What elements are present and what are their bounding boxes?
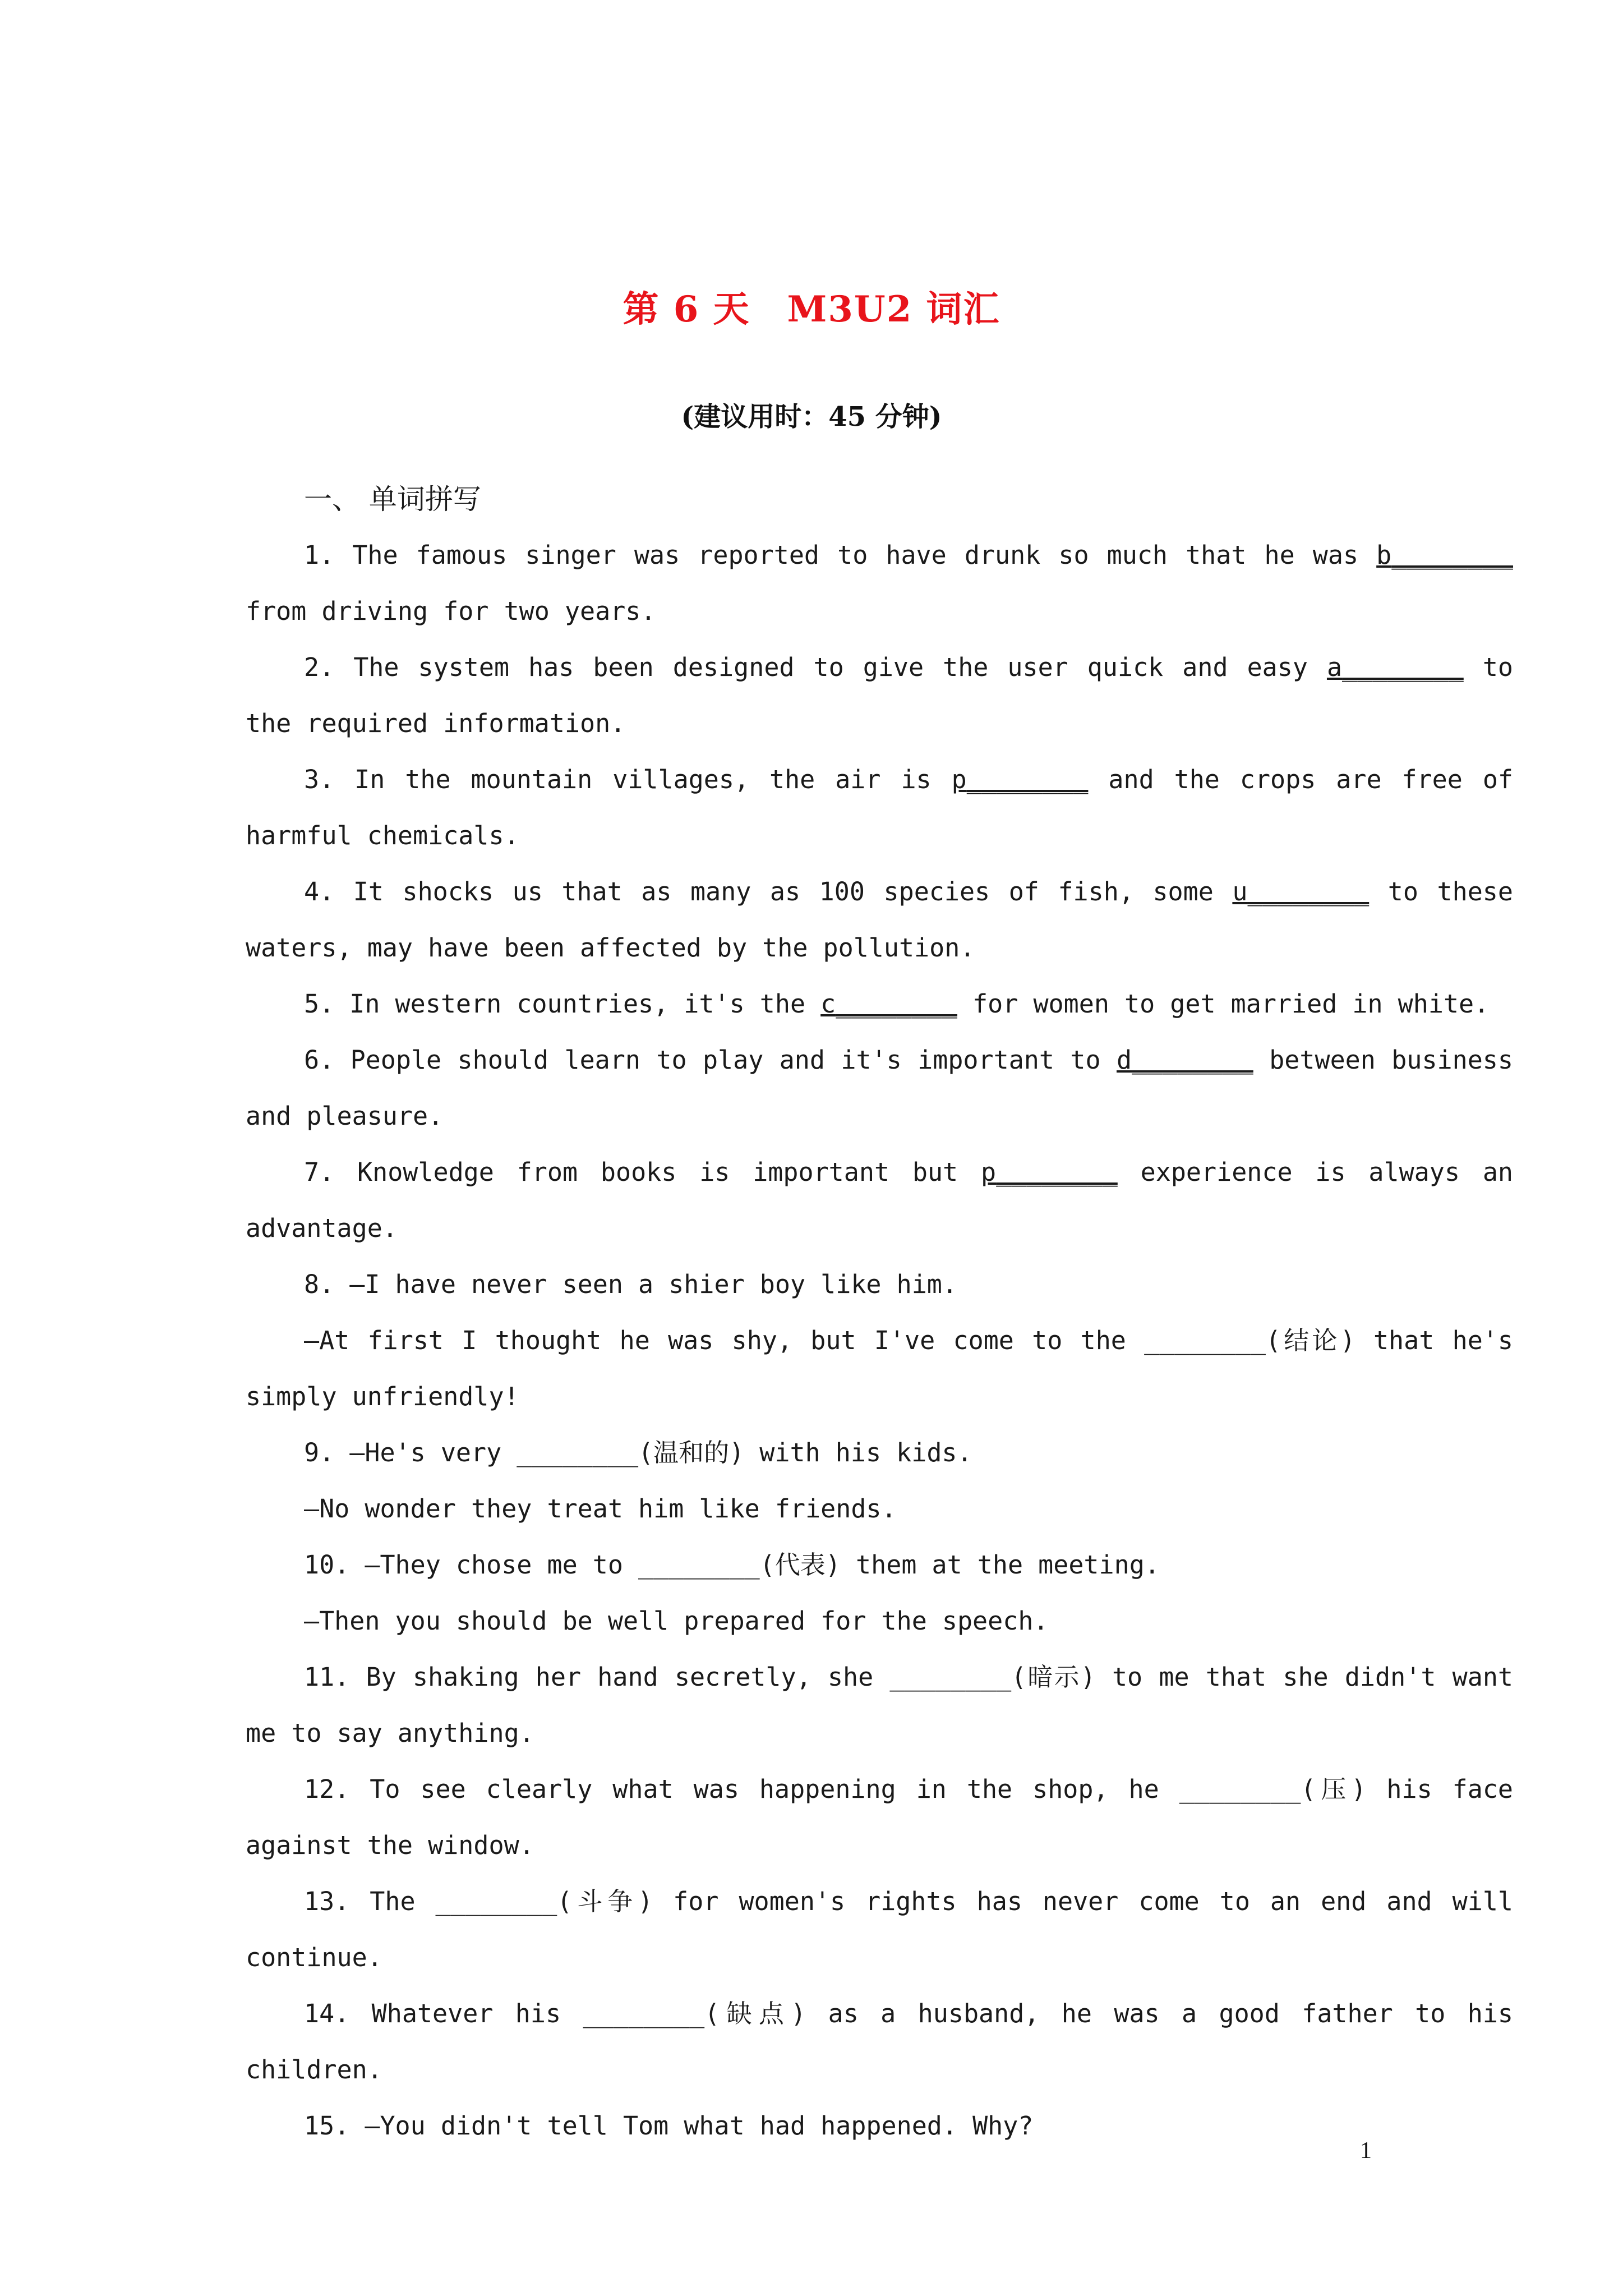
dialog-line: —I have never seen a shier boy like him. (349, 1269, 957, 1299)
question-13 (246, 1874, 1513, 1986)
question-11 (246, 1649, 1513, 1761)
question-4 (246, 864, 1513, 976)
dialog-reply: —No wonder they treat him like friends. (304, 1494, 897, 1524)
question-number: 3. (304, 765, 335, 794)
question-text: The ________(斗争) for women's rights has never come to an end and will continue. (246, 1887, 1513, 1972)
question-text: and the crops are free of harmful chemicals. (246, 765, 1513, 850)
question-number: 11. (304, 1662, 350, 1692)
answer-blank[interactable]: p________ (951, 765, 1089, 794)
dialog-reply: —Then you should be well prepared for the speech. (304, 1606, 1049, 1636)
question-number: 15. (304, 2111, 350, 2141)
question-text: Knowledge from books is important but (357, 1157, 981, 1187)
question-number: 4. (304, 877, 335, 907)
question-7 (246, 1144, 1513, 1257)
question-number: 10. (304, 1550, 350, 1580)
question-text: It shocks us that as many as 100 species of fish, some (353, 877, 1233, 907)
question-number: 9. (304, 1438, 335, 1467)
question-text: —You didn't tell Tom what had happened. Why? (365, 2111, 1034, 2141)
question-12 (246, 1761, 1513, 1874)
dialog-line: —He's very ________(温和的) with his kids. (349, 1438, 972, 1467)
section-heading: 一、 单词拼写 (304, 483, 481, 516)
question-text: In western countries, it's the (349, 989, 821, 1019)
question-14 (246, 1986, 1513, 2098)
question-text: The famous singer was reported to have drunk so much that he was (352, 540, 1377, 570)
question-number: 1. (304, 540, 335, 570)
question-number: 6. (304, 1045, 335, 1075)
answer-blank[interactable]: d________ (1116, 1045, 1253, 1075)
question-5 (246, 976, 1513, 1032)
answer-blank[interactable]: c________ (820, 989, 957, 1019)
question-text: experience is always an advantage. (246, 1157, 1514, 1243)
question-9 (246, 1425, 1513, 1481)
suggested-time: (建议用时：45 分钟) (681, 401, 942, 432)
question-15 (246, 2098, 1513, 2154)
dialog-reply: —At first I thought he was shy, but I've come to the ________(结论) that he's simply unfriendly! (246, 1326, 1513, 1411)
question-3 (246, 752, 1513, 864)
question-text: to these waters, may have been affected by the pollution. (246, 877, 1513, 963)
page-title: 第 6 天 M3U2 词汇 (623, 288, 1000, 330)
question-number: 5. (304, 989, 335, 1019)
question-number: 14. (304, 1999, 350, 2028)
question-10 (246, 1537, 1513, 1593)
question-text: to the required information. (246, 652, 1513, 738)
dialog-line: —They chose me to ________(代表) them at the meeting. (365, 1550, 1160, 1580)
exercise-content (246, 471, 1513, 2154)
question-1 (246, 527, 1513, 639)
question-text: between business and pleasure. (246, 1045, 1513, 1131)
answer-blank[interactable]: u________ (1232, 877, 1370, 907)
question-text: The system has been designed to give the user quick and easy (353, 652, 1327, 682)
question-number: 13. (304, 1887, 350, 1916)
question-number: 8. (304, 1269, 335, 1299)
question-text: By shaking her hand secretly, she ________(暗示) to me that she didn't want me to say anything. (246, 1662, 1514, 1748)
page-number: 1 (1360, 2138, 1372, 2164)
question-number: 2. (304, 652, 335, 682)
question-text: To see clearly what was happening in the shop, he ________(压) his face against the window. (246, 1774, 1513, 1860)
answer-blank[interactable]: b________ (1376, 540, 1514, 570)
question-8 (246, 1257, 1513, 1313)
question-6 (246, 1032, 1513, 1144)
question-2 (246, 639, 1513, 752)
question-text: Whatever his ________(缺点) as a husband, he was a good father to his children. (246, 1999, 1514, 2085)
question-text: from driving for two years. (246, 596, 656, 626)
question-text: In the mountain villages, the air is (354, 765, 952, 794)
question-number: 12. (304, 1774, 350, 1804)
answer-blank[interactable]: a________ (1326, 652, 1464, 682)
question-number: 7. (304, 1157, 335, 1187)
answer-blank[interactable]: p________ (980, 1157, 1118, 1187)
question-text: for women to get married in white. (957, 989, 1490, 1019)
question-text: People should learn to play and it's important to (350, 1045, 1117, 1075)
